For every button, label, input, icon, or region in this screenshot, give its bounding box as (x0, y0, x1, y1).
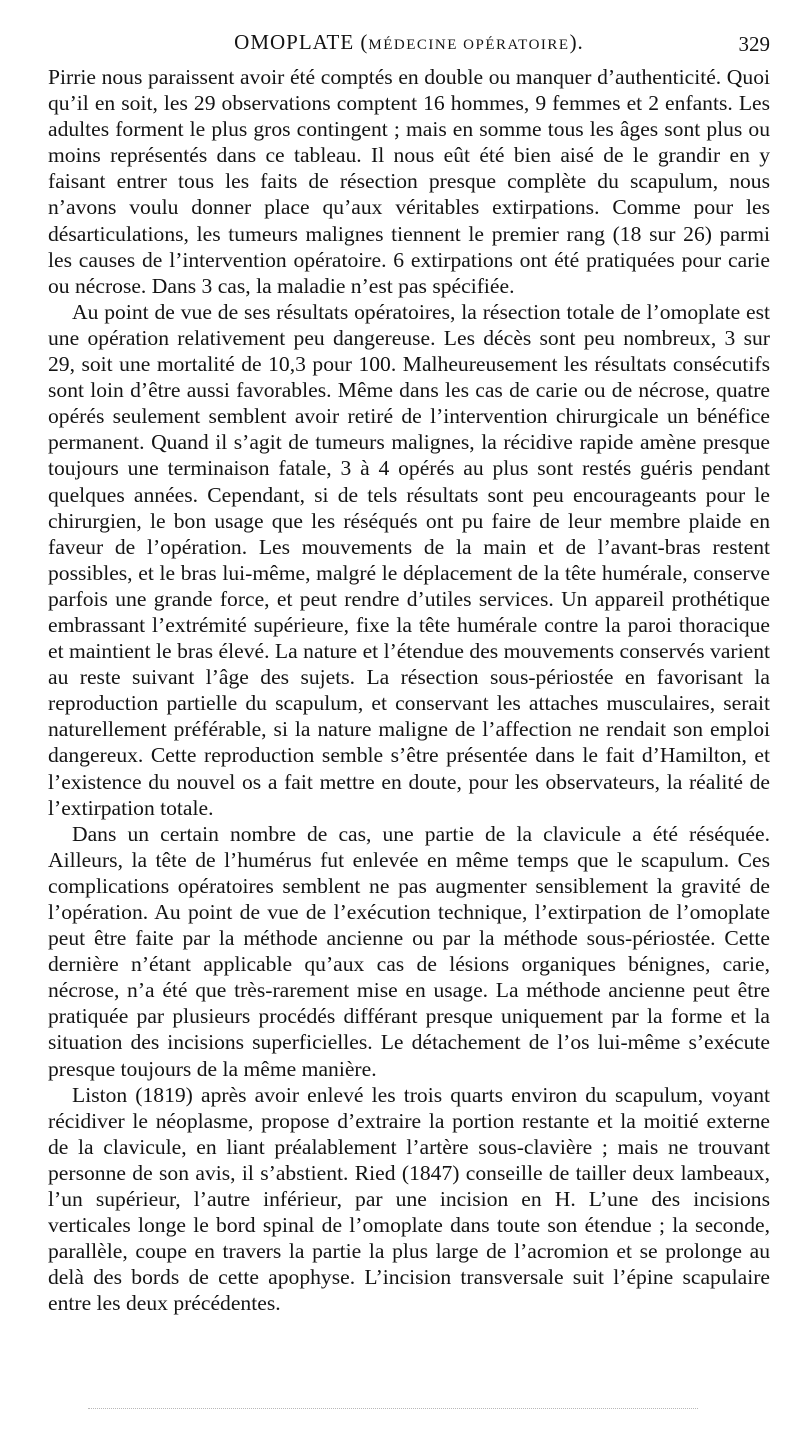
running-title-main: OMOPLATE ( (234, 30, 369, 54)
page-number: 329 (738, 32, 770, 56)
footer-rule (88, 1408, 698, 1409)
running-title-end: ). (569, 30, 584, 54)
paragraph-1: Pirrie nous paraissent avoir été comptés en double ou manquer d’authenticité. Quoi qu’il en soit, les 29 observations comptent 16 hommes, 9 femmes et 2 enfants. Les adultes forment le plus gros contingent ; mais en somme tous les âges sont plus ou moins représentés dans ce tableau. Il nous eût été bien aisé de le grandir en y faisant entrer tous les faits de résection presque complète du scapulum, nous n’avons voulu donner place qu’aux véritables extirpations. Comme pour les désarticulations, les tumeurs malignes tiennent le premier rang (18 sur 26) parmi les causes de l’intervention opératoire. 6 extirpations ont été pratiquées pour carie ou nécrose. Dans 3 cas, la maladie n’est pas spécifiée. (48, 65, 770, 298)
running-title (48, 30, 770, 55)
paragraph-4: Liston (1819) après avoir enlevé les trois quarts environ du scapulum, voyant récidiver le néoplasme, propose d’extraire la portion restante et la moitié externe de la clavicule, en liant préalablement l’artère sous-clavière ; mais ne trouvant personne de son avis, il s’abstient. Ried (1847) conseille de tailler deux lambeaux, l’un supérieur, l’autre inférieur, par une incision en H. L’une des incisions verticales longe le bord spinal de l’omoplate dans toute son étendue ; la seconde, parallèle, coupe en travers la partie la plus large de l’acromion et se prolonge au delà des bords de cette apophyse. L’incision transversale suit l’épine scapulaire entre les deux précédentes. (48, 1082, 770, 1316)
running-title-subtitle: MÉDECINE OPÉRATOIRE (368, 37, 570, 53)
page-header (48, 30, 770, 64)
body-text (48, 64, 770, 1317)
paragraph-2: Au point de vue de ses résultats opératoires, la résection totale de l’omoplate est une opération relativement peu dangereuse. Les décès sont peu nombreux, 3 sur 29, soit une mortalité de 10,3 pour 100. Malheureusement les résultats consécutifs sont loin d’être aussi favorables. Même dans les cas de carie ou de nécrose, quatre opérés seulement semblent avoir retiré de l’intervention chirurgicale un bénéfice permanent. Quand il s’agit de tumeurs malignes, la récidive rapide amène presque toujours une terminaison fatale, 3 à 4 opérés au plus sont restés guéris pendant quelques années. Cependant, si de tels résultats sont peu encourageants pour le chirurgien, le bon usage que les réséqués ont pu faire de leur membre plaide en faveur de l’opération. Les mouvements de la main et de l’avant-bras restent possibles, et le bras lui-même, malgré le déplacement de la tête humérale, conserve parfois une grande force, et peut rendre d’utiles services. Un appareil prothétique embrassant l’extrémité supérieure, fixe la tête humérale contre la paroi thoracique et maintient le bras élevé. La nature et l’étendue des mouvements conservés varient au reste suivant l’âge des sujets. La résection sous-périostée en favorisant la reproduction partielle du scapulum, et conservant les attaches musculaires, serait naturellement préférable, si la nature maligne de l’affection ne rendait son emploi dangereux. Cette reproduction semble s’être présentée dans le fait d’Hamilton, et l’existence du nouvel os a fait mettre en doute, pour les observateurs, la réalité de l’extirpation totale. (48, 299, 770, 820)
paragraph-3: Dans un certain nombre de cas, une partie de la clavicule a été réséquée. Ailleurs, la tête de l’humérus fut enlevée en même temps que le scapulum. Ces complications opératoires semblent ne pas augmenter sensiblement la gravité de l’opération. Au point de vue de l’exécution technique, l’extirpation de l’omoplate peut être faite par la méthode ancienne ou par la méthode sous-périostée. Cette dernière n’étant applicable qu’aux cas de lésions organiques bénignes, carie, nécrose, n’a été que très-rarement mise en usage. La méthode ancienne peut être pratiquée par plusieurs procédés différant presque uniquement par la forme et la situation des incisions superficielles. Le détachement de l’os lui-même s’exécute presque toujours de la même manière. (48, 821, 770, 1081)
